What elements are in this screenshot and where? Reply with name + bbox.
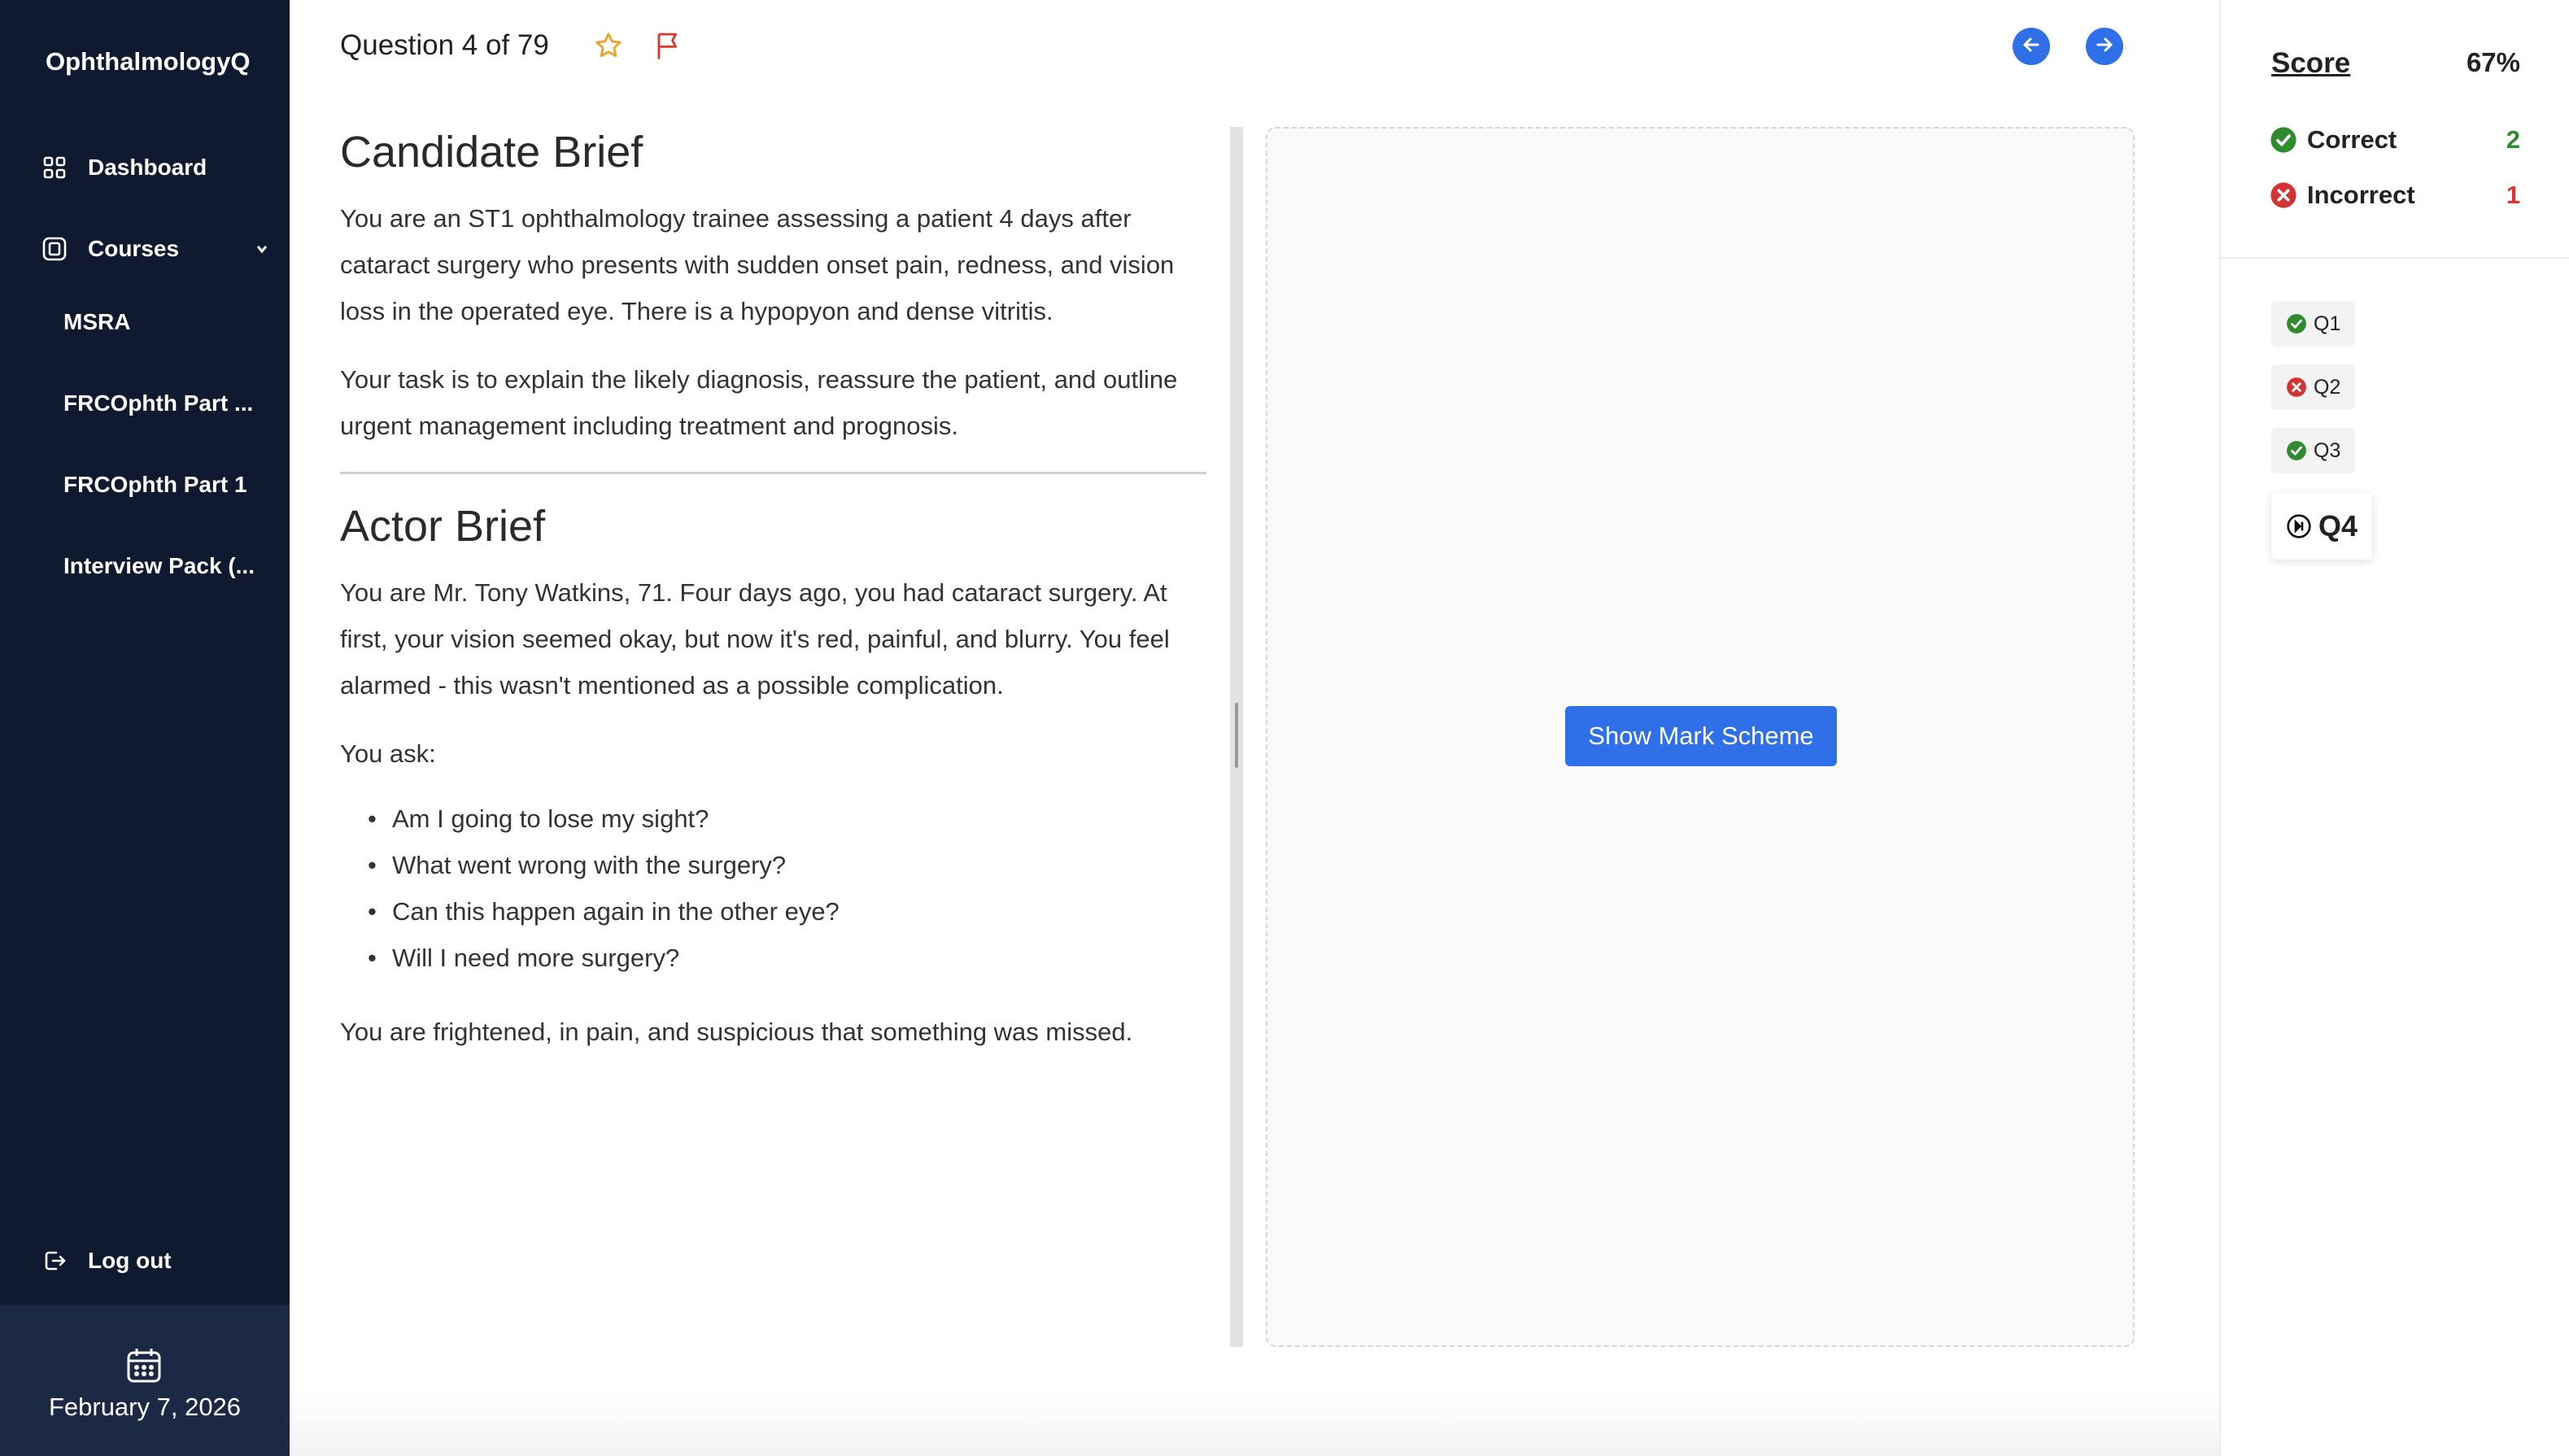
- incorrect-label: Incorrect: [2307, 181, 2415, 209]
- sidebar-item-dashboard[interactable]: [42, 155, 207, 181]
- courses-icon: [42, 237, 67, 261]
- question-chip-label: Q1: [2314, 312, 2341, 335]
- logout-button[interactable]: [42, 1248, 172, 1274]
- sidebar-course-frcophth-part[interactable]: FRCOphth Part ...: [63, 390, 254, 416]
- list-item: • Am I going to lose my sight?: [368, 796, 840, 842]
- candidate-brief-title: Candidate Brief: [340, 128, 643, 177]
- panel-divider: [2221, 257, 2569, 259]
- list-item: • What went wrong with the surgery?: [368, 842, 840, 888]
- arrow-right-icon: [2094, 34, 2115, 59]
- check-circle-icon: [2270, 126, 2297, 154]
- correct-count: 2: [2506, 125, 2520, 154]
- question-counter: Question 4 of 79: [340, 29, 549, 61]
- question-chip-q1[interactable]: [2271, 301, 2355, 347]
- actor-ask-label: You ask:: [340, 739, 436, 768]
- score-panel: [2219, 0, 2569, 1456]
- sidebar-course-frcophth-part-1[interactable]: FRCOphth Part 1: [63, 472, 247, 497]
- score-value: 67%: [2466, 47, 2520, 77]
- candidate-brief-paragraph-2: Your task is to explain the likely diagnosis, reassure the patient, and outline urgent management including treatment and prognosis.: [340, 365, 1178, 440]
- chevron-down-icon: [255, 239, 268, 260]
- sidebar: [0, 0, 290, 1456]
- brand-logo[interactable]: OphthalmologyQ: [46, 47, 251, 76]
- question-chip-label: Q2: [2314, 375, 2341, 399]
- question-chip-label: Q4: [2318, 509, 2358, 543]
- show-mark-scheme-button[interactable]: Show Mark Scheme: [1565, 706, 1837, 766]
- list-item: • Will I need more surgery?: [368, 935, 840, 981]
- list-item: • Can this happen again in the other eye?: [368, 888, 840, 935]
- splitter-grip[interactable]: [1235, 703, 1238, 768]
- candidate-brief-paragraph-1: You are an ST1 ophthalmology trainee assessing a patient 4 days after cataract surgery who presents with sudden onset pain, redness, and vision loss in the operated eye. There is a hypopyon and dense vitritis.: [340, 204, 1175, 325]
- skip-forward-circle-icon: [2286, 513, 2312, 539]
- score-label: Score: [2271, 47, 2351, 79]
- bottom-bar: [290, 1391, 2219, 1456]
- check-circle-icon: [2286, 313, 2307, 334]
- date-panel: [0, 1305, 290, 1456]
- sidebar-item-courses[interactable]: [42, 236, 262, 262]
- resize-splitter[interactable]: [1230, 127, 1243, 1347]
- arrow-left-icon: [2021, 34, 2042, 59]
- correct-label: Correct: [2307, 125, 2397, 154]
- grid-icon: [42, 155, 67, 180]
- x-circle-icon: [2286, 377, 2307, 398]
- actor-brief-paragraph: You are Mr. Tony Watkins, 71. Four days ago, you had cataract surgery. At first, your vision seemed okay, but now it's red, painful, and blurry. You feel alarmed - this wasn't mentioned as a possible complication.: [340, 578, 1170, 700]
- section-divider: [340, 472, 1206, 474]
- sidebar-item-label: Dashboard: [88, 155, 207, 180]
- sidebar-course-interview-pack[interactable]: Interview Pack (...: [63, 553, 255, 578]
- flag-icon[interactable]: [654, 31, 682, 64]
- calendar-icon: [125, 1347, 163, 1388]
- question-chip-q4-current[interactable]: [2271, 493, 2372, 560]
- current-date: February 7, 2026: [48, 1393, 242, 1421]
- next-question-button[interactable]: [2086, 28, 2123, 65]
- incorrect-count: 1: [2506, 181, 2520, 209]
- x-circle-icon: [2270, 181, 2297, 209]
- sidebar-course-msra[interactable]: MSRA: [63, 309, 131, 334]
- logout-icon: [42, 1249, 67, 1273]
- question-chip-q3[interactable]: [2271, 428, 2355, 473]
- question-chip-q2[interactable]: [2271, 364, 2355, 410]
- actor-closing-paragraph: You are frightened, in pain, and suspicious that something was missed.: [340, 1018, 1133, 1046]
- star-icon[interactable]: [594, 31, 623, 64]
- incorrect-stat: [2270, 181, 2415, 210]
- actor-questions-list: [368, 796, 840, 981]
- logout-label: Log out: [88, 1248, 172, 1273]
- actor-brief-title: Actor Brief: [340, 502, 546, 551]
- check-circle-icon: [2286, 440, 2307, 461]
- sidebar-item-label: Courses: [88, 236, 180, 261]
- correct-stat: [2270, 125, 2397, 155]
- previous-question-button[interactable]: [2013, 28, 2050, 65]
- question-chip-label: Q3: [2314, 438, 2341, 462]
